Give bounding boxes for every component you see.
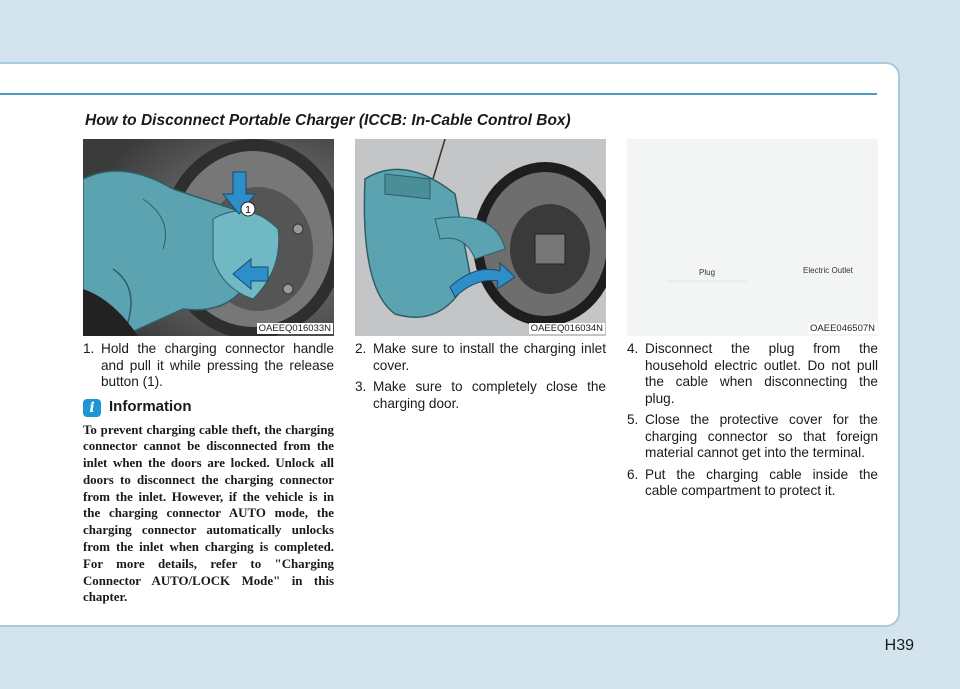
information-title: Information bbox=[109, 398, 192, 416]
page-number: H39 bbox=[884, 637, 914, 654]
step-number: 1. bbox=[83, 341, 95, 356]
step-6 bbox=[627, 467, 878, 500]
callout-number: 1 bbox=[245, 205, 251, 216]
step-number: 4. bbox=[627, 341, 639, 356]
electric-outlet-label: Electric Outlet bbox=[803, 266, 853, 275]
column-2 bbox=[355, 341, 606, 417]
plug-outlet-illustration bbox=[627, 139, 878, 336]
figure-code: OAEE046507N bbox=[810, 323, 875, 334]
step-4 bbox=[627, 341, 878, 407]
step-text: Hold the charging connector handle and pull it while pressing the release button (1). bbox=[101, 341, 334, 389]
step-text: Close the protective cover for the charging connector so that foreign material cannot get into the terminal. bbox=[645, 412, 878, 460]
step-1 bbox=[83, 341, 334, 391]
charging-door-illustration bbox=[355, 139, 606, 336]
plug-label: Plug bbox=[699, 268, 716, 277]
info-icon: i bbox=[83, 399, 101, 417]
step-2 bbox=[355, 341, 606, 374]
column-1 bbox=[83, 341, 334, 606]
information-header bbox=[83, 399, 334, 417]
step-number: 5. bbox=[627, 412, 639, 427]
connector-illustration bbox=[83, 139, 334, 336]
step-text: Disconnect the plug from the household electric outlet. Do not pull the cable when disconnecting the plug. bbox=[645, 341, 878, 406]
step-number: 2. bbox=[355, 341, 367, 356]
section-heading: How to Disconnect Portable Charger (ICCB: In-Cable Control Box) bbox=[85, 112, 571, 129]
figure-code: OAEEQ016034N bbox=[530, 323, 603, 334]
step-text: Make sure to completely close the charging door. bbox=[373, 379, 606, 411]
step-number: 6. bbox=[627, 466, 639, 482]
figure-code: OAEEQ016033N bbox=[258, 323, 331, 334]
step-5 bbox=[627, 412, 878, 462]
step-3 bbox=[355, 379, 606, 412]
step-text: Put the charging cable inside the cable compartment to protect it. bbox=[645, 466, 878, 498]
step-text: Make sure to install the charging inlet cover. bbox=[373, 341, 606, 373]
header-rule bbox=[0, 93, 877, 95]
column-3 bbox=[627, 341, 878, 505]
figure-disconnect-connector bbox=[83, 139, 334, 336]
information-body: To prevent charging cable theft, the charging connector cannot be disconnected from the inlet when the doors are locked. Unlock all doors to disconnect the charging connector from the inlet. However, if the vehicle is in the charging connector AUTO mode, the charging connector automatically unlocks from the inlet when charging is completed. For more details, refer to "Charging Connector AUTO/LOCK Mode" in this chapter. bbox=[83, 422, 334, 605]
figure-charging-door bbox=[355, 139, 606, 336]
step-number: 3. bbox=[355, 379, 367, 394]
figure-plug-outlet bbox=[627, 139, 878, 336]
